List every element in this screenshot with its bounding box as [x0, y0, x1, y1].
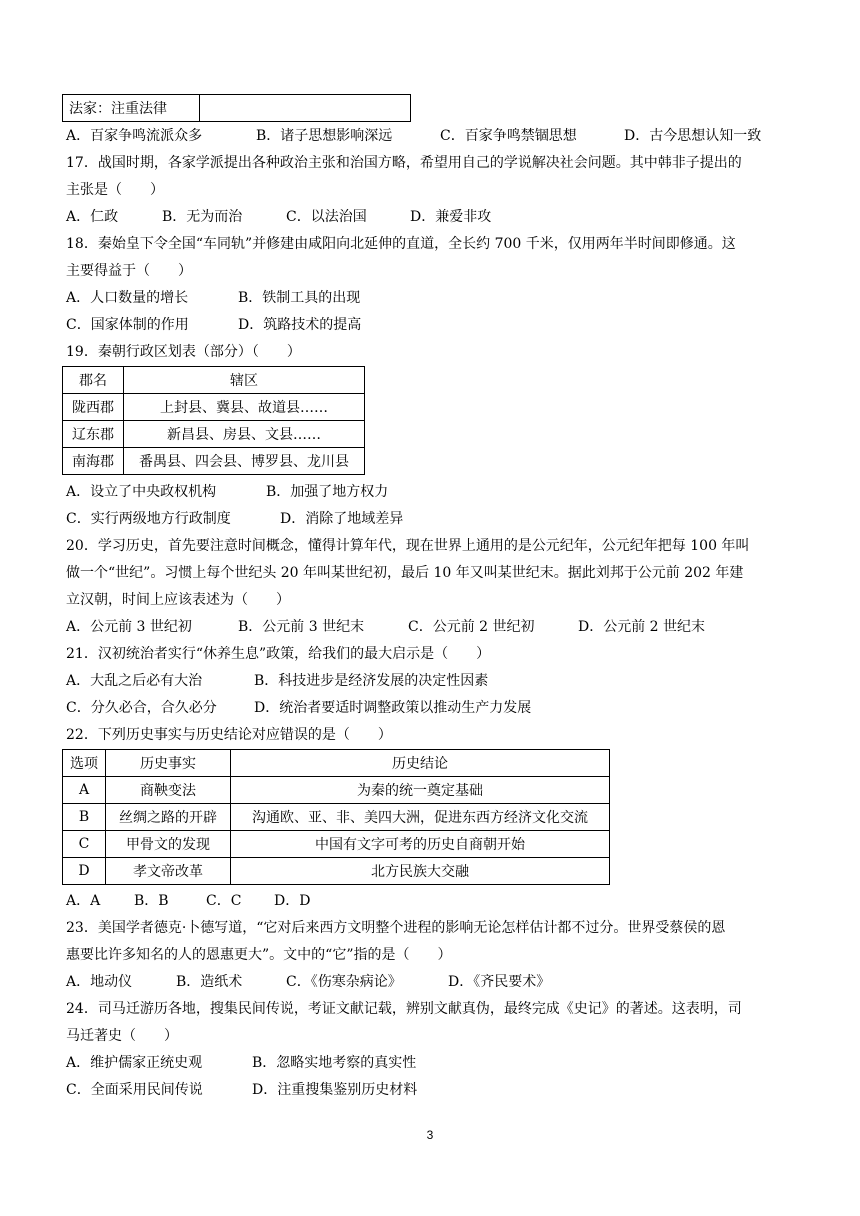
table-cell: 为秦的统一奠定基础	[231, 777, 610, 804]
q21-options	[66, 671, 488, 691]
option: C．百家争鸣禁锢思想	[440, 128, 577, 144]
table-row	[63, 394, 365, 421]
table-row	[63, 858, 610, 885]
option: A．维护儒家正统史观	[66, 1055, 203, 1071]
table-cell: 新昌县、房县、文县……	[124, 421, 365, 448]
table-cell: 中国有文字可考的历史自商朝开始	[231, 831, 610, 858]
table-cell: 甲骨文的发现	[106, 831, 231, 858]
table-row	[63, 448, 365, 475]
top-table-cell: 法家：注重法律	[63, 95, 200, 122]
question-stem: 马迁著史（ ）	[66, 1028, 178, 1044]
table-cell: B	[63, 804, 106, 831]
question-stem: 23．美国学者德克·卜德写道，“它对后来西方文明整个进程的影响无论怎样估计都不过分。世界受蔡侯的恩	[66, 920, 726, 936]
table-cell: 郡名	[63, 367, 124, 394]
option: B．科技进步是经济发展的决定性因素	[254, 673, 489, 689]
option: A．大乱之后必有大治	[66, 673, 203, 689]
table-cell: 商鞅变法	[106, 777, 231, 804]
option: A．公元前 3 世纪初	[66, 619, 192, 635]
table-row	[63, 421, 365, 448]
q19-options	[66, 482, 388, 502]
table-cell: C	[63, 831, 106, 858]
option: C．实行两级地方行政制度	[66, 511, 231, 527]
q19-table	[62, 366, 365, 475]
option: B．忽略实地考察的真实性	[252, 1055, 417, 1071]
option: C．全面采用民间传说	[66, 1082, 203, 1098]
question-stem: 立汉朝，时间上应该表述为（ ）	[66, 592, 290, 608]
question-stem: 17．战国时期，各家学派提出各种政治主张和治国方略，希望用自己的学说解决社会问题。其中韩非子提出的	[66, 155, 742, 171]
option: A．百家争鸣流派众多	[66, 128, 203, 144]
option: B．无为而治	[162, 209, 243, 225]
option: D．注重搜集鉴别历史材料	[252, 1082, 418, 1098]
table-cell: 孝文帝改革	[106, 858, 231, 885]
question-stem: 20．学习历史，首先要注意时间概念，懂得计算年代，现在世界上通用的是公元纪年，公元纪年把每 100 年叫	[66, 538, 750, 554]
option: B．B	[134, 893, 169, 909]
question-stem: 惠要比许多知名的人的恩惠更大”。文中的“它”指的是（ ）	[66, 947, 452, 963]
table-cell: 陇西郡	[63, 394, 124, 421]
question-stem: 19．秦朝行政区划表（部分）（ ）	[66, 344, 301, 360]
option: D．筑路技术的提高	[238, 317, 362, 333]
option: D．公元前 2 世纪末	[578, 619, 706, 635]
table-cell: 番禺县、四会县、博罗县、龙川县	[124, 448, 365, 475]
table-cell: 辖区	[124, 367, 365, 394]
table-cell: 南海郡	[63, 448, 124, 475]
table-header-row	[63, 750, 610, 777]
option: A．设立了中央政权机构	[66, 484, 217, 500]
option: B．公元前 3 世纪末	[238, 619, 365, 635]
q18-options	[66, 288, 360, 308]
option: B．铁制工具的出现	[238, 290, 361, 306]
option: C．国家体制的作用	[66, 317, 189, 333]
question-stem: 22．下列历史事实与历史结论对应错误的是（ ）	[66, 727, 392, 743]
q23-options	[66, 972, 550, 992]
table-header-row	[63, 367, 365, 394]
option: B．造纸术	[176, 974, 243, 990]
question-stem: 21．汉初统治者实行“休养生息”政策，给我们的最大启示是（ ）	[66, 646, 491, 662]
option: D．D	[274, 893, 311, 909]
top-table	[62, 94, 411, 122]
question-stem: 主张是（ ）	[66, 182, 164, 198]
table-cell: A	[63, 777, 106, 804]
q24-options	[66, 1080, 417, 1100]
option: A．A	[66, 893, 101, 909]
q20-options	[66, 617, 705, 637]
q22-options	[66, 891, 310, 911]
question-stem: 主要得益于（ ）	[66, 263, 192, 279]
option: C．以法治国	[286, 209, 367, 225]
table-cell: 辽东郡	[63, 421, 124, 448]
page-number: 3	[426, 1128, 434, 1142]
question-stem: 做一个“世纪”。习惯上每个世纪头 20 年叫某世纪初，最后 10 年又叫某世纪末。据此刘邦于公元前 202 年建	[66, 565, 744, 581]
q21-options	[66, 698, 531, 718]
table-cell: 丝绸之路的开辟	[106, 804, 231, 831]
option: A．地动仪	[66, 974, 133, 990]
option: C．《伤寒杂病论》	[286, 974, 402, 990]
table-row	[63, 804, 610, 831]
option: A．仁政	[66, 209, 119, 225]
question-stem: 24．司马迁游历各地，搜集民间传说，考证文献记载，辨别文献真伪，最终完成《史记》的著述。这表明，司	[66, 1001, 742, 1017]
q22-table	[62, 749, 610, 885]
q19-options	[66, 509, 403, 529]
question-stem: 18．秦始皇下令全国“车同轨”并修建由咸阳向北延伸的直道，全长约 700 千米，仅用两年半时间即修通。这	[66, 236, 736, 252]
option: D．统治者要适时调整政策以推动生产力发展	[254, 700, 532, 716]
table-cell: 历史结论	[231, 750, 610, 777]
table-cell: 沟通欧、亚、非、美四大洲，促进东西方经济文化交流	[231, 804, 610, 831]
option: D．《齐民要术》	[448, 974, 551, 990]
table-cell: 上封县、冀县、故道县……	[124, 394, 365, 421]
option: D．古今思想认知一致	[624, 128, 762, 144]
option: C．C	[206, 893, 242, 909]
q16-options	[66, 126, 761, 146]
table-row	[63, 777, 610, 804]
q17-options	[66, 207, 491, 227]
option: B．诸子思想影响深远	[256, 128, 393, 144]
option: C．公元前 2 世纪初	[408, 619, 535, 635]
option: B．加强了地方权力	[266, 484, 389, 500]
table-cell: D	[63, 858, 106, 885]
q24-options	[66, 1053, 416, 1073]
table-row	[63, 831, 610, 858]
option: D．兼爱非攻	[410, 209, 492, 225]
option: D．消除了地域差异	[280, 511, 404, 527]
top-table-cell	[200, 95, 411, 122]
q18-options	[66, 315, 361, 335]
table-cell: 历史事实	[106, 750, 231, 777]
table-cell: 选项	[63, 750, 106, 777]
option: C．分久必合，合久必分	[66, 700, 217, 716]
table-cell: 北方民族大交融	[231, 858, 610, 885]
option: A．人口数量的增长	[66, 290, 189, 306]
